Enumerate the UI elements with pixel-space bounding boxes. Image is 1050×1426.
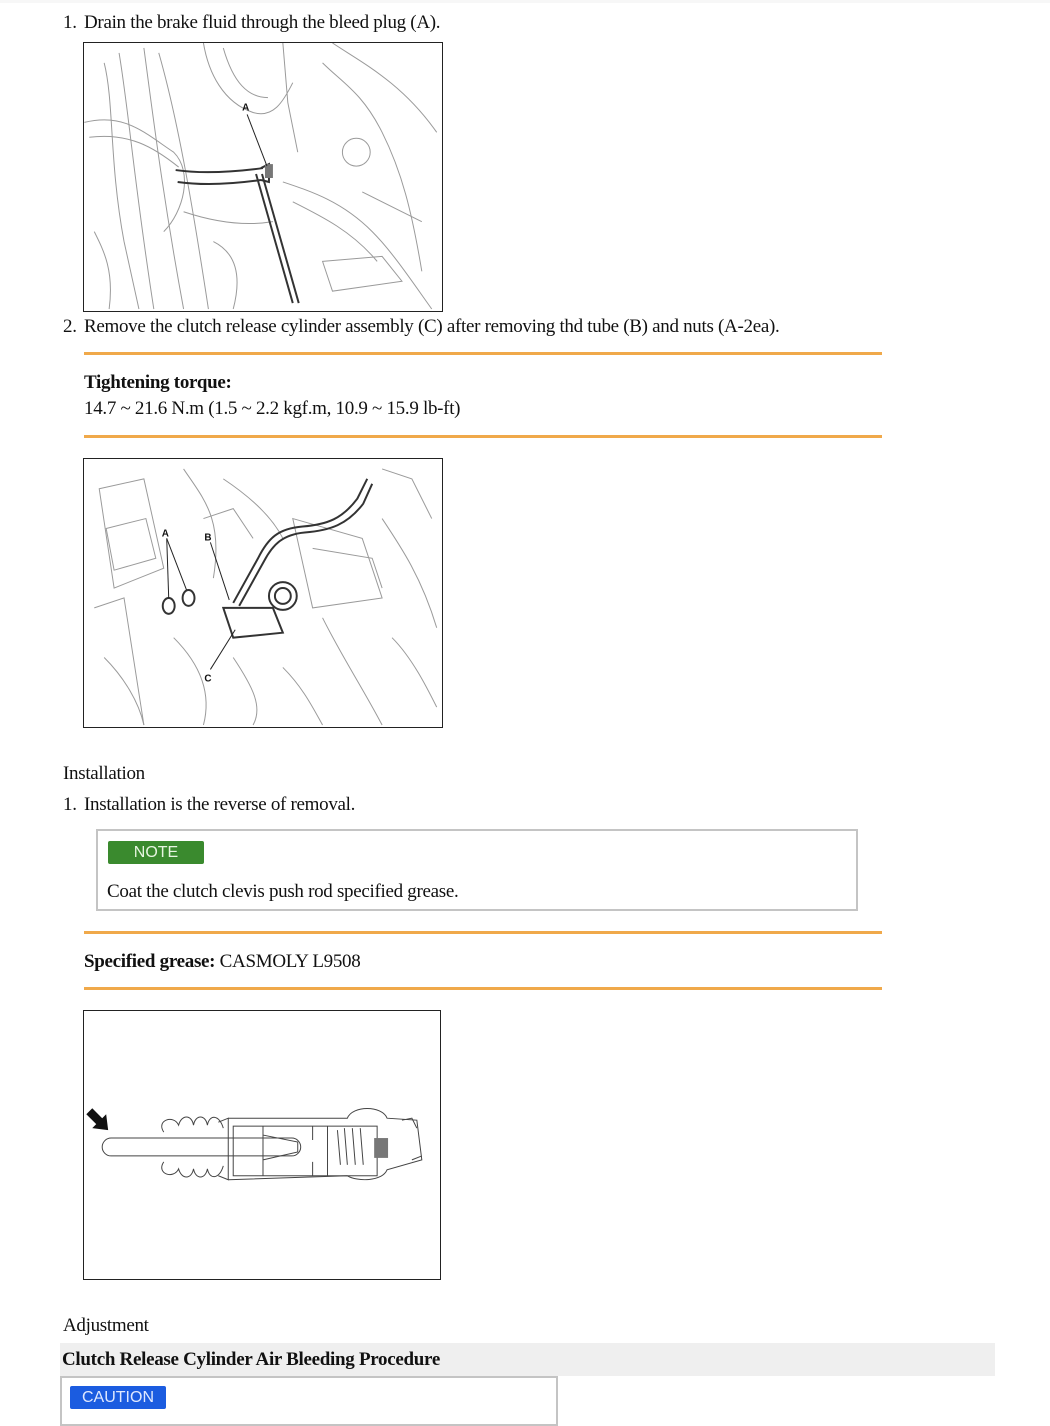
note-text: Coat the clutch clevis push rod specified grease. [107, 881, 459, 902]
note-badge: NOTE [108, 841, 204, 864]
note-box [96, 829, 858, 911]
figure-label-a: A [242, 102, 250, 114]
removal-step-2 [63, 316, 779, 338]
step-number: 2. [63, 316, 77, 337]
release-cylinder-illustration [84, 459, 442, 727]
adjustment-heading: Adjustment [63, 1315, 149, 1336]
installation-heading: Installation [63, 763, 145, 784]
figure-label-a: A [161, 528, 169, 540]
step-number: 1. [63, 794, 77, 815]
figure-label-b: B [204, 532, 212, 544]
grease-spec-bottom-rule [84, 987, 882, 990]
figure-release-cylinder-removal [83, 458, 443, 728]
grease-spec-value: CASMOLY L9508 [219, 951, 361, 972]
step-text: Drain the brake fluid through the bleed plug (A). [84, 12, 441, 33]
caution-badge: CAUTION [70, 1386, 166, 1409]
step-text: Installation is the reverse of removal. [84, 794, 356, 815]
spec-top-rule [84, 352, 882, 355]
release-cylinder-section-illustration [84, 1011, 440, 1279]
installation-step-1 [63, 794, 355, 816]
figure-label-c: C [204, 673, 212, 685]
step-number: 1. [63, 12, 77, 33]
spec-bottom-rule [84, 435, 882, 438]
procedure-title: Clutch Release Cylinder Air Bleeding Procedure [60, 1343, 995, 1376]
caution-box [60, 1376, 558, 1426]
bleed-plug-illustration [84, 43, 442, 311]
grease-spec-label: Specified grease: [84, 951, 216, 972]
grease-point-arrow-icon [86, 1108, 108, 1130]
grease-spec [84, 951, 360, 973]
torque-spec-value: 14.7 ~ 21.6 N.m (1.5 ~ 2.2 kgf.m, 10.9 ~ 15.9 lb-ft) [84, 398, 461, 419]
removal-step-1 [63, 12, 440, 34]
step-text: Remove the clutch release cylinder assembly (C) after removing thd tube (B) and nuts (A-2ea). [84, 316, 780, 337]
figure-bleed-plug [83, 42, 443, 312]
grease-spec-top-rule [84, 931, 882, 934]
figure-push-rod-grease [83, 1010, 441, 1280]
page-top-edge [0, 0, 1050, 3]
torque-spec-label: Tightening torque: [84, 372, 232, 393]
